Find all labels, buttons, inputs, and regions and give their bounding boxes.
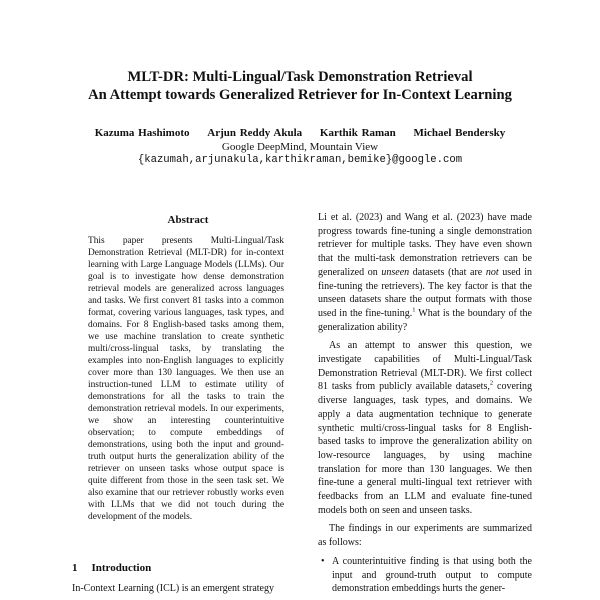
right-column-body (318, 211, 532, 550)
paper-title (0, 68, 600, 104)
footnote-marker: 1 (412, 306, 416, 314)
title-line-2: An Attempt towards Generalized Retriever for In-Context Learning (88, 87, 512, 103)
section-heading-introduction (72, 561, 302, 575)
bullet-icon: • (321, 556, 325, 567)
affiliation: Google DeepMind, Mountain View (221, 141, 379, 153)
section-title: Introduction (91, 562, 152, 574)
paragraph: As an attempt to answer this question, we investigate capabilities of Multi-Lingual/Task Demonstration Retrieval (MLT-DR). We first collect 81 tasks from publicly available datasets,$^2$ covering diverse languages, task types, and domains. We apply a data augmentation technique to generate synthetic multi/cross-lingual tasks for 8 English-based tasks to improve the generalization ability on low-resource languages, by using machine translation for more than 130 languages. We then fine-tune a general multi-lingual text retriever with feedbacks from an LLM and evaluate fine-tuned models both on seen and unseen tasks. (318, 340, 532, 516)
author-list (0, 126, 600, 140)
footnote-marker: 2 (489, 380, 494, 388)
list-item: • A counterintuitive finding is that using both the input and ground-truth output to compute demonstration embeddings hurts the gener- (321, 556, 532, 595)
author-name: Michael Bendersky (413, 127, 506, 139)
abstract-heading: Abstract (167, 214, 209, 226)
author-name: Arjun Reddy Akula (207, 127, 303, 139)
paragraph: The findings in our experiments are summarized as follows: (318, 523, 532, 549)
section-number: 1 (72, 562, 78, 574)
paragraph: Li et al. (2023) and Wang et al. (2023) have made progress towards fine-tuning a single demonstration retriever for multiple tasks. They have even shown that the multi-task demonstration retrievers can be generalized on unseen datasets (that are not used in fine-tuning the retrievers). The key factor is that the unseen datasets share the output formats with those used in the fine-tuning.$^1$ What is the boundary of the generalization ability? (318, 212, 533, 333)
introduction-text: In-Context Learning (ICL) is an emergent strategy (72, 583, 274, 594)
author-name: Kazuma Hashimoto (94, 127, 190, 139)
findings-list (318, 555, 532, 596)
email-addresses: {kazumah,arjunakula,karthikraman,bemike}@google.com (137, 154, 463, 166)
author-name: Karthik Raman (319, 127, 396, 139)
title-line-1: MLT-DR: Multi-Lingual/Task Demonstration Retrieval (127, 69, 473, 85)
abstract-text: This paper presents Multi-Lingual/Task Demonstration Retrieval (MLT-DR) for in-context learning with Large Language Models (LLMs). Our goal is to investigate how dense demonstration retrieval models are generalized across languages and tasks. We first convert 81 tasks into a common format, covering various languages, task types, and domains. For 8 English-based tasks among them, we use machine translation to create synthetic multi/cross-lingual tasks, by translating the examples into non-English languages to explicitly cover more than 130 languages. We then use an instruction-tuned LLM to estimate utility of demonstrations for all the tasks to train the demonstration retrieval models. In our experiments, we show an interesting counterintuitive observation; to compute embeddings of demonstrations, using both the input and ground-truth output hurts the generalization ability of the retriever on unseen tasks whose output space is quite different from those in the seen task set. We also examine that our retriever robustly works even with LLMs that we did not touch during the development of the models. (88, 236, 284, 522)
